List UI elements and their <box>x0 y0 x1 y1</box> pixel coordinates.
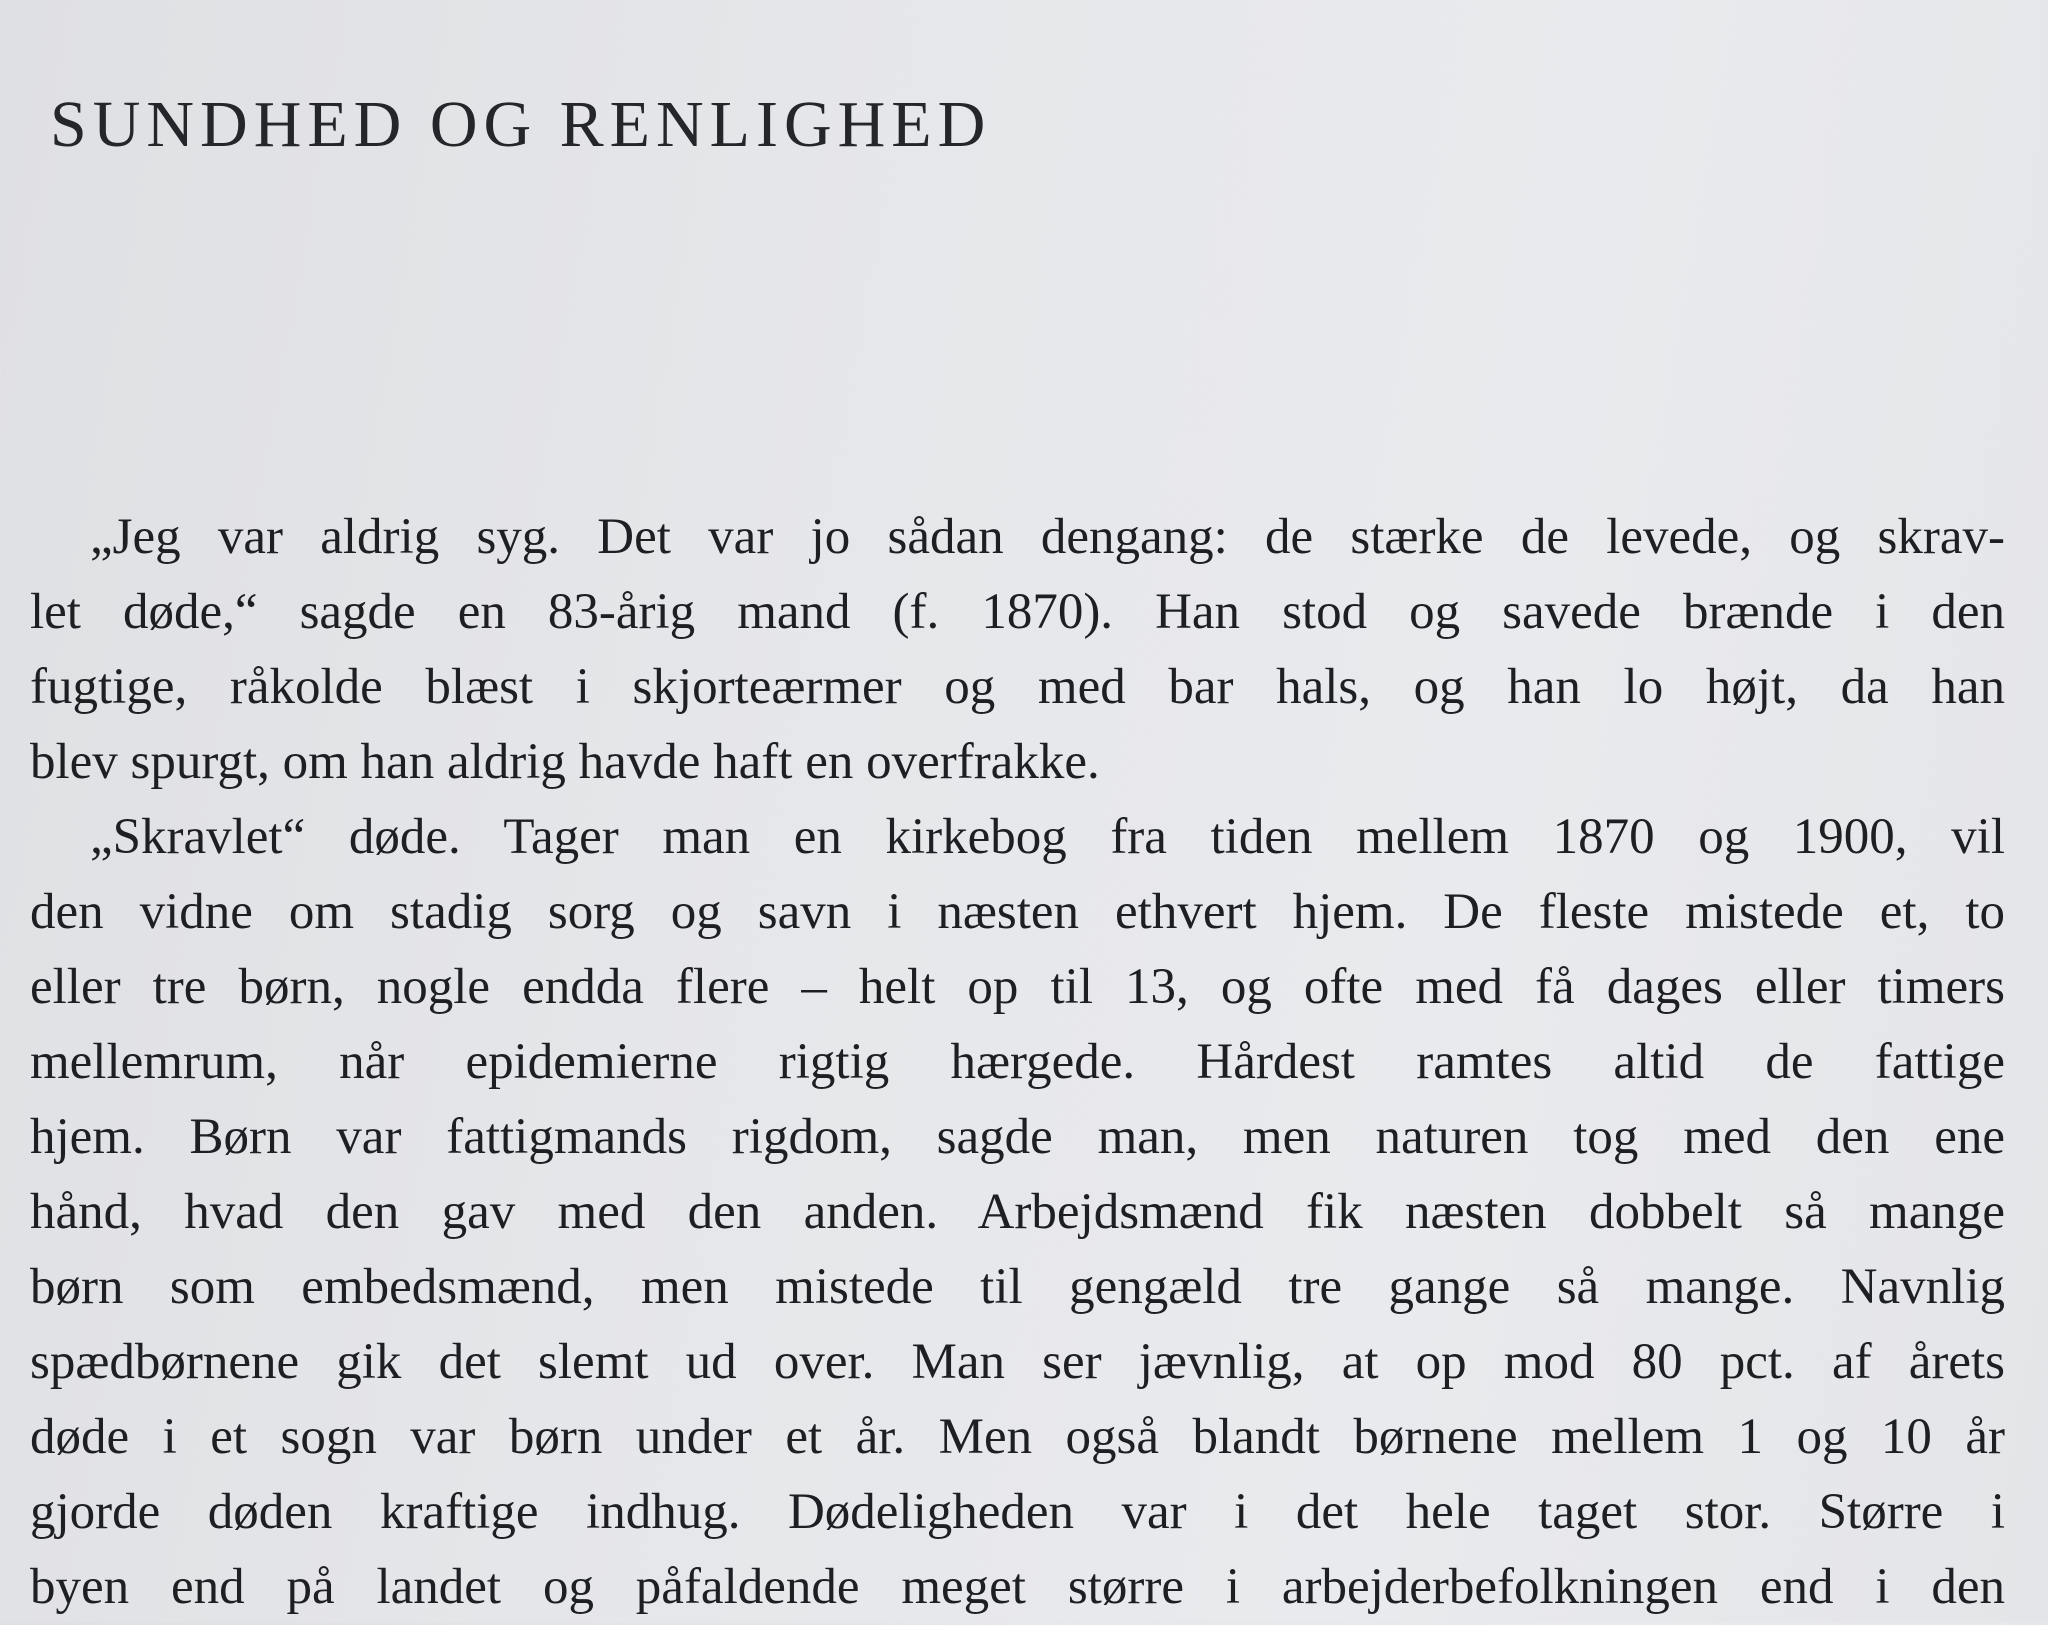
text-line: børn som embedsmænd, men mistede til gengæld tre gange så mange. Navnlig <box>30 1259 2005 1315</box>
body-text <box>30 500 2005 1625</box>
text-line: blev spurgt, om han aldrig havde haft en overfrakke. <box>30 734 1100 790</box>
text-line: let døde,“ sagde en 83-årig mand (f. 1870). Han stod og savede brænde i den <box>30 584 2005 640</box>
text-line: byen end på landet og påfaldende meget større i arbejderbefolkningen end i den <box>30 1559 2005 1615</box>
chapter-heading: SUNDHED OG RENLIGHED <box>50 88 992 161</box>
text-line: mellemrum, når epidemierne rigtig hærgede. Hårdest ramtes altid de fattige <box>30 1034 2005 1090</box>
text-line: spædbørnene gik det slemt ud over. Man ser jævnlig, at op mod 80 pct. af årets <box>30 1334 2005 1390</box>
text-line: gjorde døden kraftige indhug. Dødeligheden var i det hele taget stor. Større i <box>30 1484 2005 1540</box>
text-line: hånd, hvad den gav med den anden. Arbejdsmænd fik næsten dobbelt så mange <box>30 1184 2005 1240</box>
text-line: den vidne om stadig sorg og savn i næsten ethvert hjem. De fleste mistede et, to <box>30 884 2005 940</box>
text-line: døde i et sogn var børn under et år. Men også blandt børnene mellem 1 og 10 år <box>30 1409 2005 1465</box>
text-line: „Skravlet“ døde. Tager man en kirkebog fra tiden mellem 1870 og 1900, vil <box>90 809 2005 865</box>
text-line: eller tre børn, nogle endda flere – helt op til 13, og ofte med få dages eller timers <box>30 959 2005 1015</box>
text-line: hjem. Børn var fattigmands rigdom, sagde man, men naturen tog med den ene <box>30 1109 2005 1165</box>
text-line: „Jeg var aldrig syg. Det var jo sådan dengang: de stærke de levede, og skrav- <box>90 509 2005 565</box>
text-line: fugtige, råkolde blæst i skjorteærmer og med bar hals, og han lo højt, da han <box>30 659 2005 715</box>
